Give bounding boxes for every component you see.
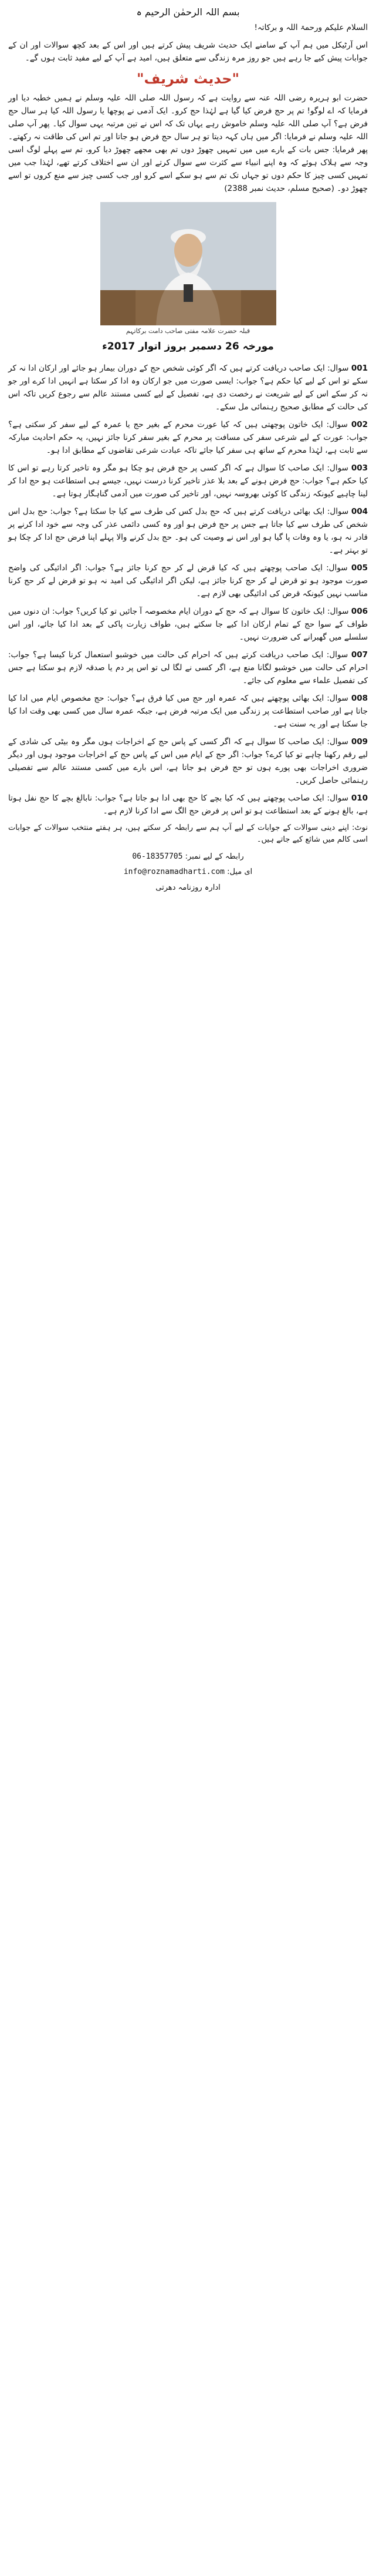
qa-number: 001	[351, 364, 368, 373]
qa-list	[8, 362, 368, 818]
qa-text: سوال: ایک صاحب پوچھتے ہیں کہ کیا بچے کا حج بھی ادا ہو جاتا ہے؟ جواب: نابالغ بچے کا حج نفل ہوتا ہے، بالغ ہونے کے بعد استطاعت ہو تو اس پر فرض حج الگ سے ادا کرنا لازم ہے۔	[8, 793, 368, 816]
phone-number[interactable]: 06-18357705	[132, 852, 183, 861]
email-label: ای میل:	[227, 867, 253, 876]
closing-note: نوٹ: اپنے دینی سوالات کے جوابات کے لیے آپ ہم سے رابطہ کر سکتے ہیں، ہر ہفتے منتخب سوالات کے جوابات اسی کالم میں شائع کیے جاتے ہیں۔	[8, 823, 368, 844]
qa-item	[8, 648, 368, 687]
qa-text: سوال: ایک صاحب دریافت کرتے ہیں کہ احرام کی حالت میں خوشبو استعمال کرنا کیسا ہے؟ جواب: احرام کی حالت میں خوشبو لگانا منع ہے، اگر کسی نے لگا لی تو اس پر دم یا صدقہ لازم ہو سکتا ہے جس کی تفصیل علماء سے معلوم کی جائے۔	[8, 650, 368, 685]
qa-number: 006	[351, 607, 368, 616]
qa-number: 008	[351, 694, 368, 703]
qa-item	[8, 692, 368, 731]
qa-text: سوال: ایک صاحب کا سوال ہے کہ اگر کسی کے پاس حج کے اخراجات ہوں مگر وہ بیٹی کی شادی کے لیے رقم رکھنا چاہے تو کیا کرے؟ جواب: اگر حج کے ایام میں اس کے پاس حج کے اخراجات موجود ہوں اور دیگر ضروری اخراجات بھی پورے ہوں تو حج فرض ہو جاتا ہے، اس بارے میں کسی مستند عالم سے تفصیلی رہنمائی حاصل کریں۔	[8, 737, 368, 785]
email-link[interactable]: info@roznamadharti.com	[123, 867, 225, 876]
qa-number: 010	[351, 793, 368, 803]
qa-item	[8, 418, 368, 457]
qa-number: 002	[351, 420, 368, 429]
photo-caption: قبلہ حضرت علامہ مفتی صاحب دامت برکاتہم	[126, 327, 250, 335]
salutation: السلام علیکم ورحمۃ اللہ و برکاتہ!	[254, 23, 368, 32]
qa-item	[8, 505, 368, 557]
qa-item	[8, 362, 368, 413]
qa-number: 004	[351, 507, 368, 516]
intro-paragraph: اس آرٹیکل میں ہم آپ کے سامنے ایک حدیث شریف پیش کرتے ہیں اور اس کے بعد کچھ سوالات اور ان کے جوابات پیش کیے جا رہے ہیں جو روز مرہ زندگی سے متعلق ہیں، امید ہے آپ کے لیے مفید ثابت ہوں گے۔	[8, 41, 368, 63]
qa-number: 005	[351, 563, 368, 573]
qa-item	[8, 462, 368, 500]
qa-item	[8, 792, 368, 818]
date-line: مورخہ 26 دسمبر بروز اتوار 2017ء	[102, 341, 274, 352]
qa-text: سوال: ایک خاتون کا سوال ہے کہ حج کے دوران ایام مخصوصہ آ جائیں تو کیا کریں؟ جواب: ان دنوں میں طواف کے سوا حج کے تمام ارکان ادا کیے جا سکتے ہیں، طواف زیارت پاکی کے بعد ادا کیا جائے، اور اس سلسلے میں گھبرانے کی ضرورت نہیں۔	[8, 607, 368, 642]
contact-phone-line	[8, 850, 368, 863]
qa-number: 007	[351, 650, 368, 660]
qa-text: سوال: ایک خاتون پوچھتی ہیں کہ کیا عورت محرم کے بغیر حج یا عمرہ کے لیے سفر کر سکتی ہے؟ جواب: عورت کے لیے شرعی سفر کی مسافت پر محرم کے بغیر سفر کرنا جائز نہیں، یہ حکم احادیث مبارکہ سے ثابت ہے، لہٰذا محرم کے ساتھ ہی سفر کیا جائے تاکہ عبادت شرعی تقاضوں کے مطابق ادا ہو۔	[8, 420, 368, 455]
hadith-text: حضرت ابو ہریرہ رضی اللہ عنہ سے روایت ہے کہ رسول اللہ صلی اللہ علیہ وسلم نے ہمیں خطبہ دیا اور فرمایا کہ اے لوگو! تم پر حج فرض کیا گیا ہے لہٰذا حج کرو۔ ایک آدمی نے پوچھا یا رسول اللہ کیا ہر سال حج فرض ہے؟ آپ صلی اللہ علیہ وسلم خاموش رہے یہاں تک کہ اس نے تین مرتبہ یہی سوال کیا۔ پھر آپ صلی اللہ علیہ وسلم نے فرمایا: اگر میں ہاں کہہ دیتا تو ہر سال حج فرض ہو جاتا اور تم اس کی طاقت نہ رکھتے۔ پھر فرمایا: جس بات کے بارے میں میں تمہیں چھوڑ دوں تم بھی مجھے چھوڑ دیا کرو، تم سے پہلے لوگ اسی وجہ سے ہلاک ہوئے کہ وہ اپنے انبیاء سے کثرت سے سوال کرتے اور ان سے اختلاف کرتے تھے، لہٰذا جب میں تمہیں کسی چیز کا حکم دوں تو جہاں تک تم سے ہو سکے اسے کرو اور جب کسی چیز سے منع کروں تو اسے چھوڑ دو۔ (صحیح مسلم، حدیث نمبر 2388)	[8, 93, 368, 193]
phone-label: رابطہ کے لیے نمبر:	[185, 852, 244, 861]
basmala: بسم اللہ الرحمٰن الرحیم ہ	[136, 6, 240, 18]
qa-item	[8, 735, 368, 787]
scholar-photo-block	[100, 202, 276, 336]
qa-text: سوال: ایک صاحب کا سوال ہے کہ اگر کسی پر حج فرض ہو چکا ہو مگر وہ تاخیر کرتا رہے تو اس کا کیا حکم ہے؟ جواب: حج فرض ہونے کے بعد بلا عذر تاخیر کرنا درست نہیں، جیسے ہی استطاعت ہو حج ادا کر لینا چاہیے کیونکہ زندگی کا کوئی بھروسہ نہیں، اور تاخیر کی صورت میں آدمی گناہگار ہوتا ہے۔	[8, 463, 368, 499]
qa-text: سوال: ایک صاحب دریافت کرتے ہیں کہ اگر کوئی شخص حج کے دوران بیمار ہو جائے اور ارکان ادا نہ کر سکے تو اس کے لیے کیا حکم ہے؟ جواب: ایسی صورت میں جو ارکان وہ ادا کر سکتا ہے انہیں ادا کرے اور جو نہ کر سکے اس کے لیے شریعت نے رخصت دی ہے، تفصیل کے لیے کسی مستند عالم سے رجوع کریں تاکہ اس کی حالت کے مطابق صحیح رہنمائی مل سکے۔	[8, 364, 368, 412]
scholar-portrait-image	[100, 202, 276, 325]
qa-text: سوال: ایک صاحب پوچھتے ہیں کہ کیا قرض لے کر حج کرنا جائز ہے؟ جواب: اگر ادائیگی کی واضح صورت موجود ہو تو قرض لے کر حج کرنا جائز ہے، لیکن اگر ادائیگی کی امید نہ ہو تو قرض لے کر حج کرنا مناسب نہیں کیونکہ قرض کی ادائیگی بھی لازم ہے۔	[8, 563, 368, 598]
qa-number: 009	[351, 737, 368, 746]
qa-text: سوال: ایک بھائی پوچھتے ہیں کہ عمرہ اور حج میں کیا فرق ہے؟ جواب: حج مخصوص ایام میں ادا کیا جاتا ہے اور صاحب استطاعت پر زندگی میں ایک مرتبہ فرض ہے، جبکہ عمرہ سال میں کسی بھی وقت ادا کیا جا سکتا ہے اور یہ سنت ہے۔	[8, 694, 368, 729]
footer-publisher: ادارہ روزنامہ دھرتی	[155, 883, 221, 892]
qa-item	[8, 605, 368, 644]
hadith-heading: "حدیث شریف"	[136, 70, 240, 87]
contact-email-line	[8, 866, 368, 879]
qa-item	[8, 561, 368, 600]
scholar-photo	[100, 202, 276, 325]
qa-text: سوال: ایک بھائی دریافت کرتے ہیں کہ حج بدل کس کی طرف سے کیا جا سکتا ہے؟ جواب: حج بدل اس شخص کی طرف سے کیا جاتا ہے جس پر حج فرض ہو اور وہ کسی دائمی عذر کی وجہ سے خود ادا کرنے پر قادر نہ ہو، یا وہ وفات پا گیا ہو اور اس نے وصیت کی ہو۔ حج بدل کرنے والا پہلے اپنا فرض حج ادا کر چکا ہو تو بہتر ہے۔	[8, 507, 368, 555]
qa-number: 003	[351, 463, 368, 473]
